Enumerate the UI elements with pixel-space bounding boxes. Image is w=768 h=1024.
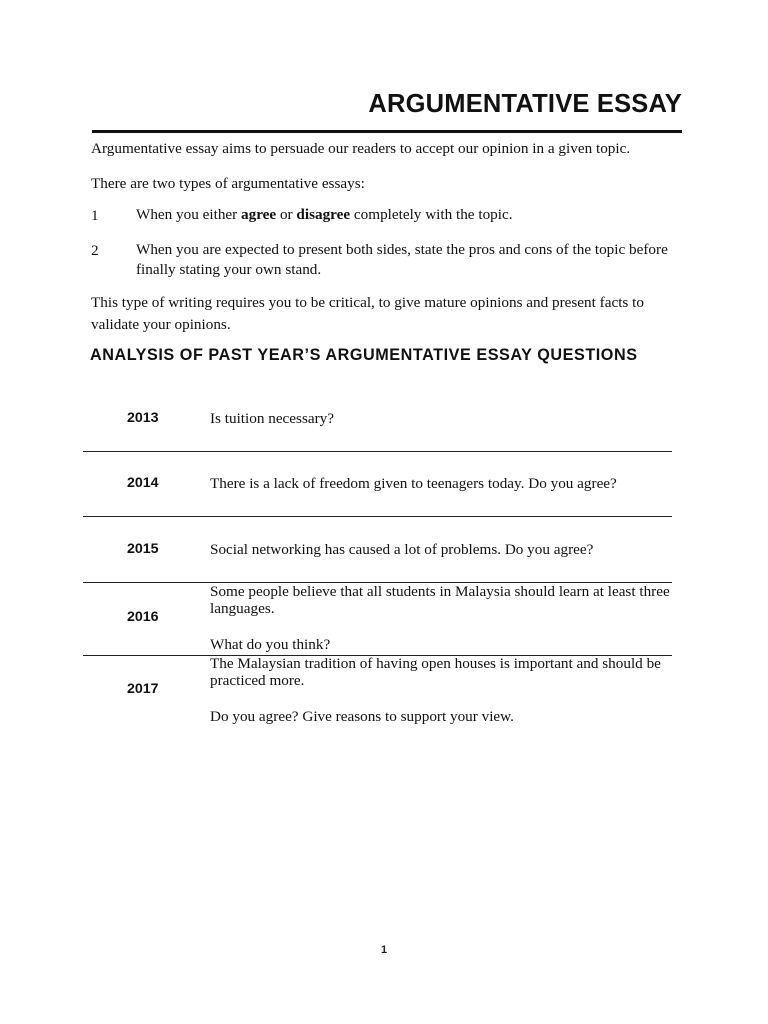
question-year: 2016 bbox=[127, 609, 159, 625]
question-year: 2015 bbox=[127, 541, 159, 557]
row-divider bbox=[83, 516, 672, 517]
title-underline bbox=[92, 130, 682, 133]
analysis-heading: ANALYSIS OF PAST YEAR’S ARGUMENTATIVE ESSAY QUESTIONS bbox=[90, 346, 638, 364]
question-text: There is a lack of freedom given to teenagers today. Do you agree? bbox=[210, 475, 617, 492]
type-1-text bbox=[136, 205, 676, 225]
intro-paragraph: Argumentative essay aims to persuade our readers to accept our opinion in a given topic. bbox=[91, 140, 631, 157]
type-1-text-before: When you either bbox=[136, 206, 242, 223]
type-2-text: When you are expected to present both sides, state the pros and cons of the topic before finally stating your own stand. bbox=[136, 241, 668, 278]
question-text: Is tuition necessary? bbox=[210, 410, 334, 427]
critical-note: This type of writing requires you to be critical, to give mature opinions and present facts to validate your opinions. bbox=[91, 294, 644, 333]
type-1-bold-disagree: disagree bbox=[296, 206, 351, 223]
type-2-number: 2 bbox=[91, 242, 99, 259]
question-followup: What do you think? bbox=[210, 636, 331, 653]
question-text: Social networking has caused a lot of problems. Do you agree? bbox=[210, 541, 594, 558]
row-divider bbox=[83, 451, 672, 452]
question-year: 2017 bbox=[127, 681, 159, 697]
type-1-number: 1 bbox=[91, 207, 99, 224]
question-followup: Do you agree? Give reasons to support your view. bbox=[210, 708, 514, 725]
question-text: Some people believe that all students in Malaysia should learn at least three languages. bbox=[210, 583, 670, 617]
question-text: The Malaysian tradition of having open houses is important and should be practiced more. bbox=[210, 655, 661, 689]
type-1-bold-agree: agree bbox=[241, 206, 277, 223]
question-year: 2014 bbox=[127, 475, 159, 491]
type-1-text-middle: or bbox=[276, 206, 297, 223]
page-title: ARGUMENTATIVE ESSAY bbox=[368, 90, 682, 118]
types-intro: There are two types of argumentative essays: bbox=[91, 175, 365, 192]
page-number: 1 bbox=[380, 944, 388, 956]
type-1-text-after: completely with the topic. bbox=[350, 206, 513, 223]
question-year: 2013 bbox=[127, 410, 159, 426]
